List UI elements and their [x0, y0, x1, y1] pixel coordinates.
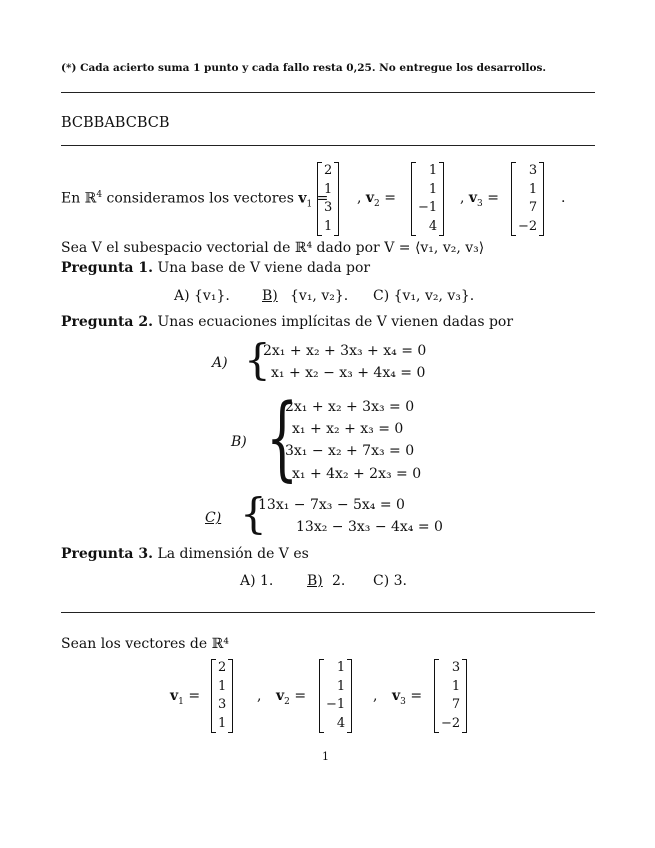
equation: 2x₁ + x₂ + 3x₃ = 0 — [285, 399, 415, 415]
q3-option-c: C) 3. — [373, 573, 407, 589]
vector-entry: 2 — [218, 660, 227, 675]
vector-entry: 3 — [218, 697, 227, 712]
question-label: Pregunta 3. — [61, 546, 153, 562]
intro-body: consideramos los vectores — [102, 190, 294, 207]
q1-option-b: {v₁, v₂}. — [290, 288, 349, 304]
subspace-line: Sea V el subespacio vectorial de ℝ⁴ dado por V = ⟨v₁, v₂, v₃⟩ — [61, 240, 485, 256]
question-text: Unas ecuaciones implícitas de V vienen dadas por — [157, 314, 514, 330]
vector-entry: 1 — [324, 218, 333, 234]
brace-icon: { — [266, 384, 299, 491]
vector-entry: 3 — [528, 163, 538, 178]
vector-entry: 1 — [218, 715, 227, 731]
question-text: Una base de V viene dada por — [157, 260, 371, 276]
header-note: (*) Cada acierto suma 1 punto y cada fallo resta 0,25. No entregue los desarrollos. — [61, 62, 547, 74]
divider — [61, 145, 595, 146]
vector-entry: 4 — [336, 715, 346, 731]
vector-entry: 2 — [324, 163, 333, 178]
brace-icon: { — [240, 489, 267, 538]
q3-option-a: A) 1. — [240, 573, 274, 589]
vector-entry: −2 — [518, 218, 538, 234]
q1-option-b-label: B) — [262, 288, 278, 304]
vector-entry: 1 — [218, 678, 227, 694]
vector-v3-repeat — [434, 659, 467, 733]
vector-entry: 7 — [528, 200, 538, 215]
page-number: 1 — [322, 750, 329, 763]
vector-entry: 1 — [336, 660, 346, 675]
vector-entry: 3 — [451, 660, 461, 675]
vector-entry: 1 — [336, 678, 346, 694]
equation: 13x₁ − 7x₃ − 5x₄ = 0 — [258, 497, 405, 513]
vector-entry: 1 — [324, 181, 333, 197]
second-intro: Sean los vectores de ℝ⁴ — [61, 636, 229, 652]
equation: x₁ + x₂ − x₃ + 4x₄ = 0 — [271, 365, 426, 381]
question-text: La dimensión de V es — [157, 546, 309, 562]
equation: 13x₂ − 3x₃ − 4x₄ = 0 — [296, 519, 443, 535]
divider — [61, 92, 595, 93]
vector-v3 — [511, 162, 544, 236]
divider — [61, 612, 595, 613]
equation: x₁ + 4x₂ + 2x₃ = 0 — [292, 466, 422, 482]
question-3 — [61, 546, 309, 562]
vector-entry: 1 — [528, 181, 538, 197]
vector-entry: 3 — [324, 200, 333, 215]
intro-sup: 4 — [96, 190, 103, 200]
q2-option-a-label: A) — [212, 355, 228, 371]
vector-entry: −2 — [441, 715, 461, 731]
vector-entry: 1 — [428, 181, 438, 197]
vector-entry: 1 — [451, 678, 461, 694]
vector-v1-repeat — [211, 659, 233, 733]
intro-prefix: En ℝ — [61, 190, 97, 207]
question-1 — [61, 260, 370, 276]
q1-option-c: C) {v₁, v₂, v₃}. — [373, 288, 475, 304]
vector-v2 — [411, 162, 444, 236]
vector-v1 — [317, 162, 339, 236]
question-2 — [61, 314, 513, 330]
intro-text: En ℝ$^4$ consideramos los vectores $v_1$ = — [61, 190, 329, 210]
q1-option-a: A) {v₁}. — [174, 288, 230, 304]
vector-v2-repeat — [319, 659, 352, 733]
q2-option-c-label: C) — [205, 510, 222, 526]
vector-entry: 1 — [428, 163, 438, 178]
question-label: Pregunta 2. — [61, 314, 153, 330]
q3-option-b-label: B) — [307, 573, 323, 589]
vector-entry: −1 — [418, 200, 438, 215]
equation: 3x₁ − x₂ + 7x₃ = 0 — [285, 443, 415, 459]
question-label: Pregunta 1. — [61, 260, 153, 276]
equation: x₁ + x₂ + x₃ = 0 — [292, 421, 404, 437]
vector-entry: −1 — [326, 697, 346, 712]
vector-entry: 4 — [428, 218, 438, 234]
q3-option-b: 2. — [332, 573, 346, 589]
equation: 2x₁ + x₂ + 3x₃ + x₄ = 0 — [263, 343, 427, 359]
brace-icon: { — [244, 335, 271, 384]
q2-option-b-label: B) — [231, 434, 247, 450]
vector-entry: 7 — [451, 697, 461, 712]
answer-key: BCBBABCBCB — [61, 115, 170, 131]
